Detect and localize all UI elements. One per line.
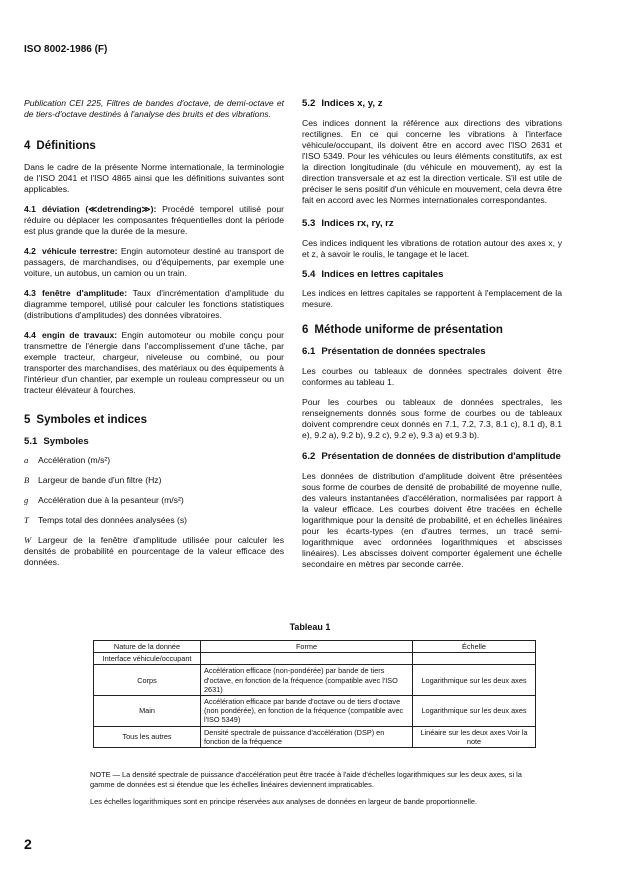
definition-4-1-term: déviation (≪detrending≫): (41, 204, 157, 214)
section-5-2-title: Indices x, y, z (321, 98, 383, 109)
section-5-2-heading (302, 98, 562, 109)
section-5-4-number: 5.4 (302, 269, 316, 280)
section-6-1-text: Les courbes ou tableaux de données spectrales doivent être conformes au tableau 1. (302, 366, 562, 387)
symbol-description: Largeur de la fenêtre d'amplitude utilisée pour calculer les densités de probabilité en pourcentage de la valeur efficace des données. (24, 535, 284, 567)
symbol-letter: B (24, 475, 30, 485)
definition-4-3-text: Taux d'incrémentation d'amplitude du diagramme temporel, utilisé pour calculer les fonctions statistiques (distributions d'amplitudes) des données vibratoires. (24, 288, 284, 320)
symbol-description: Accélération (m/s²) (38, 455, 111, 465)
section-6-2-heading (302, 451, 562, 462)
table-1 (93, 640, 536, 748)
table-footer-text: Les échelles logarithmiques sont en principe réservées aux analyses de données en largeur de bande proportionnelle. (90, 797, 478, 806)
section-4-intro: Dans le cadre de la présente Norme internationale, la terminologie de l'ISO 2041 et l'ISO 4865 ainsi que les définitions suivantes sont applicables. (24, 162, 284, 194)
symbol-letter: g (24, 495, 29, 505)
table-cell-nature: Corps (94, 665, 201, 696)
table-note: NOTE — La densité spectrale de puissance d'accélération peut être tracée à l'aide d'échelles logarithmiques sur les deux axes, si la gamme de données est si étendue que les échelles linéaires deviennent impraticables. (90, 770, 522, 789)
section-5-1-heading (24, 436, 284, 447)
definition-4-2-term: véhicule terrestre: (41, 246, 118, 256)
section-4-heading (24, 140, 284, 152)
table-cell-forme: Densité spectrale de puissance d'accélération (DSP) en fonction de la fréquence (201, 726, 413, 747)
symbol-item (24, 535, 284, 568)
definition-4-1-number: 4.1 (24, 204, 36, 214)
section-5-4-heading (302, 269, 562, 280)
section-6-2-title: Présentation de données de distribution d'amplitude (321, 451, 561, 462)
table-cell-forme: Accélération efficace (non-pondérée) par bande de tiers d'octave, en fonction de la fréquence (compatible avec l'ISO 2631) (201, 665, 413, 696)
definition-4-4 (24, 330, 284, 396)
table-header-echelle: Échelle (413, 641, 536, 653)
table-row (94, 653, 536, 665)
section-6-2-number: 6.2 (302, 451, 316, 462)
section-6-title: Méthode uniforme de présentation (314, 324, 503, 336)
section-5-3-title: Indices rx, ry, rz (321, 218, 394, 229)
definition-4-4-text: Engin automoteur ou mobile conçu pour transmettre de l'énergie dans l'accomplissement d'une tâche, par exemple tracteur, chargeur, niveleuse ou combiné, ou pour transporter des marchandises, des matériaux ou des équipements à l'intérieur d'un chantier, par exemple un rouleau compresseur ou un tracteur élévateur à fourches. (24, 330, 284, 395)
symbol-item (24, 515, 284, 526)
symbol-letter: a (24, 455, 29, 465)
section-6-1-number: 6.1 (302, 346, 316, 357)
definition-4-4-number: 4.4 (24, 330, 36, 340)
page-number: 2 (24, 836, 32, 852)
table-caption: Tableau 1 (289, 622, 331, 632)
section-5-2-text: Ces indices donnent la référence aux directions des vibrations rectilignes. En ce qui concerne les vibrations à l'interface véhicule/occupant, ils doivent être en accord avec l'ISO 2631 et l'ISO 5349. Pour les véhicules ou leurs éléments constitutifs, ax est la direction longitudinale (du véhicule en mouvement), ay est la direction transversale et az est la direction verticale. S'il est utile de préciser le sens positif d'un véhicule en mouvement, cela devra être fait en accord avec les Normes internationales correspondantes. (302, 118, 562, 205)
table-row (94, 726, 536, 747)
section-5-1-number: 5.1 (24, 436, 38, 447)
section-4-title: Définitions (36, 140, 96, 152)
symbol-item (24, 455, 284, 466)
symbol-description: Largeur de bande d'un filtre (Hz) (38, 475, 162, 485)
section-6-number: 6 (302, 324, 309, 336)
section-5-3-text: Ces indices indiquent les vibrations de rotation autour des axes x, y et z, à savoir le roulis, le tangage et le lacet. (302, 238, 562, 259)
table-cell-nature: Interface véhicule/occupant (94, 653, 201, 665)
table-cell-nature: Main (94, 696, 201, 727)
symbol-description: Accélération due à la pesanteur (m/s²) (38, 495, 184, 505)
definition-4-4-term: engin de travaux: (41, 330, 118, 340)
definition-4-2 (24, 246, 284, 279)
section-5-number: 5 (24, 414, 31, 426)
section-5-4-title: Indices en lettres capitales (321, 269, 444, 280)
table-row (94, 696, 536, 727)
table-header-forme: Forme (201, 641, 413, 653)
table-cell-nature: Tous les autres (94, 726, 201, 747)
table-header-row (94, 641, 536, 653)
section-6-1-title: Présentation de données spectrales (321, 346, 486, 357)
section-6-1-heading (302, 346, 562, 357)
symbol-description: Temps total des données analysées (s) (38, 515, 188, 525)
section-5-1-title: Symboles (43, 436, 89, 447)
section-5-heading (24, 414, 284, 426)
definition-4-2-number: 4.2 (24, 246, 36, 256)
table-cell-echelle: Logarithmique sur les deux axes (413, 696, 536, 727)
left-column (24, 98, 284, 568)
section-6-2-text: Les données de distribution d'amplitude doivent être présentées sous forme de courbes de densité de probabilité de moyenne nulle, des valeurs instantanées d'accélération, normalisées par rapport à la valeur efficace. Les courbes doivent être tracées en échelle logarithmique pour la densité de probabilité, et en échelles linéaires pour les écarts-types (en d'autres termes, un tracé semi-logarithmique avec ordonnées logarithmiques et abscisses linéaires). Les abscisses doivent comporter également une échelle secondaire en mètres par seconde carrée. (302, 471, 562, 569)
document-reference: ISO 8002-1986 (F) (24, 44, 108, 55)
section-5-4-text: Les indices en lettres capitales se rapportent à l'emplacement de la mesure. (302, 288, 562, 309)
definition-4-1-text: Procédé temporel utilisé pour réduire ou déplacer les composantes fréquentielles dont la période est plus grande que la durée de la mesure. (24, 204, 284, 236)
section-5-title: Symboles et indices (36, 414, 147, 426)
section-6-1-list-text: Pour les courbes ou tableaux de données spectrales, les renseignements donnés sous forme de courbes ou de tableaux doivent comprendre ceux donnés en 7.1, 7.2, 7.3, 8.1 c), 8.1 d), 8.1 e), 9.2 a), 9.2 b), 9.2 c), 9.2 e), 9.3 a) et 9.3 b). (302, 397, 562, 440)
section-4-number: 4 (24, 140, 31, 152)
publication-reference: Publication CEI 225, Filtres de bandes d'octave, de demi-octave et de tiers-d'octave destinés à l'analyse des bruits et des vibrations. (24, 98, 284, 119)
section-5-3-heading (302, 218, 562, 229)
right-column (302, 98, 562, 570)
table-cell-echelle: Logarithmique sur les deux axes (413, 665, 536, 696)
table-row (94, 665, 536, 696)
symbol-item (24, 495, 284, 506)
table-cell-echelle: Linéaire sur les deux axes Voir la note (413, 726, 536, 747)
definition-4-2-text: Engin automoteur destiné au transport de passagers, de marchandises, ou d'équipements, par exemple une voiture, un autobus, un camion ou un train. (24, 246, 284, 278)
definition-4-1 (24, 204, 284, 237)
definition-4-3-number: 4.3 (24, 288, 36, 298)
definition-4-3 (24, 288, 284, 321)
table-cell-forme (201, 653, 413, 665)
table-cell-forme: Accélération efficace par bande d'octave ou de tiers d'octave (non pondérée), en fonction de la fréquence (compatible avec l'ISO 5349) (201, 696, 413, 727)
symbol-letter: T (24, 515, 29, 525)
section-6-heading (302, 324, 562, 336)
table-header-nature: Nature de la donnée (94, 641, 201, 653)
section-5-2-number: 5.2 (302, 98, 316, 109)
definition-4-3-term: fenêtre d'amplitude: (41, 288, 128, 298)
section-5-3-number: 5.3 (302, 218, 316, 229)
symbol-letter: W (24, 535, 32, 545)
table-cell-echelle (413, 653, 536, 665)
symbol-item (24, 475, 284, 486)
